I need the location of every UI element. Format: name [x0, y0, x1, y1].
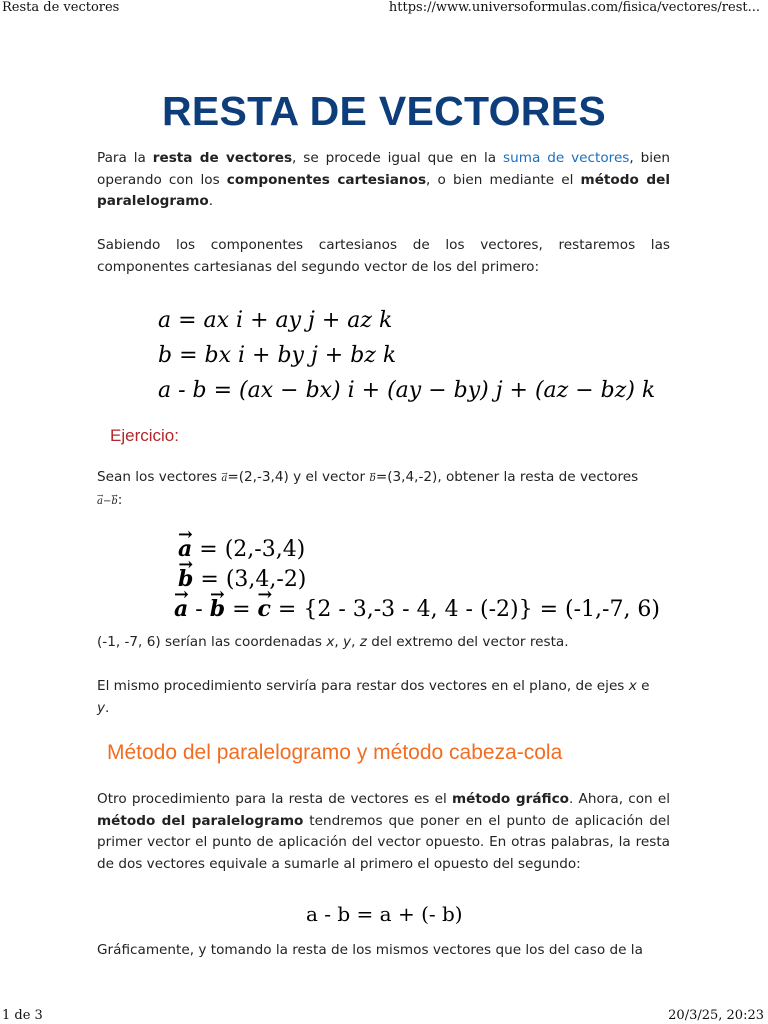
print-datetime: 20/3/25, 20:23 [668, 1008, 764, 1023]
method-formula: a - b = a + (- b) [306, 902, 463, 926]
exercise-formula-2: → b = (3,4,-2) [178, 566, 306, 592]
page-title: RESTA DE VECTORES [161, 88, 607, 134]
method-paragraph: Otro procedimiento para la resta de vectores es el método gráfico. Ahora, con el método del paralelogramo tendremos que poner en el punto de aplicación del primer vector el punto de aplicación del vector opuesto. En otras palabras, la resta de dos vectores equivale a sumarle al primero el opuesto del segundo: [97, 791, 671, 872]
vector-b-symbol: → b [369, 468, 375, 490]
exercise-paragraph: Sean los vectores → a=(2,-3,4) y el vector → b=(3,4,-2), obtener la resta de vectores → a−→ b: [97, 467, 670, 512]
suma-de-vectores-link[interactable]: suma de vectores [503, 150, 630, 166]
cartesian-paragraph: Sabiendo los componentes cartesianos de los vectores, restaremos las componentes cartesianas del segundo vector de los del primero: [97, 237, 670, 275]
print-header [0, 0, 768, 18]
plane-paragraph: El mismo procedimiento serviría para restar dos vectores en el plano, de ejes x e y. [97, 678, 650, 716]
formula-line-1: a = ax i + ay j + az k [158, 308, 393, 333]
formula-line-2: b = bx i + by j + bz k [158, 343, 397, 368]
formula-line-3: a - b = (ax − bx) i + (ay − by) j + (az − bz) k [158, 378, 656, 403]
header-url[interactable]: https://www.universoformulas.com/fisica/vectores/rest... [388, 0, 760, 15]
result-paragraph: (-1, -7, 6) serían las coordenadas x, y, z del extremo del vector resta. [97, 634, 569, 650]
vector-a-symbol: → a [221, 468, 227, 490]
page-counter: 1 de 3 [2, 1008, 43, 1023]
exercise-heading: Ejercicio: [110, 426, 179, 445]
exercise-formula-3: → a - → b = → c = {2 - 3,-3 - 4, 4 - (-2)} = (-1,-7, 6) [174, 596, 660, 622]
intro-paragraph: Para la resta de vectores, se procede igual que en la suma de vectores, bien operando con los componentes cartesianos, o bien mediante el método del paralelogramo. [97, 150, 671, 209]
section-heading-metodo: Método del paralelogramo y método cabeza-cola [107, 741, 563, 764]
print-footer [0, 1006, 768, 1024]
header-title: Resta de vectores [2, 0, 120, 15]
exercise-formula-1: → a = (2,-3,4) [178, 536, 305, 562]
graphic-paragraph: Gráficamente, y tomando la resta de los mismos vectores que los del caso de la [97, 942, 643, 958]
